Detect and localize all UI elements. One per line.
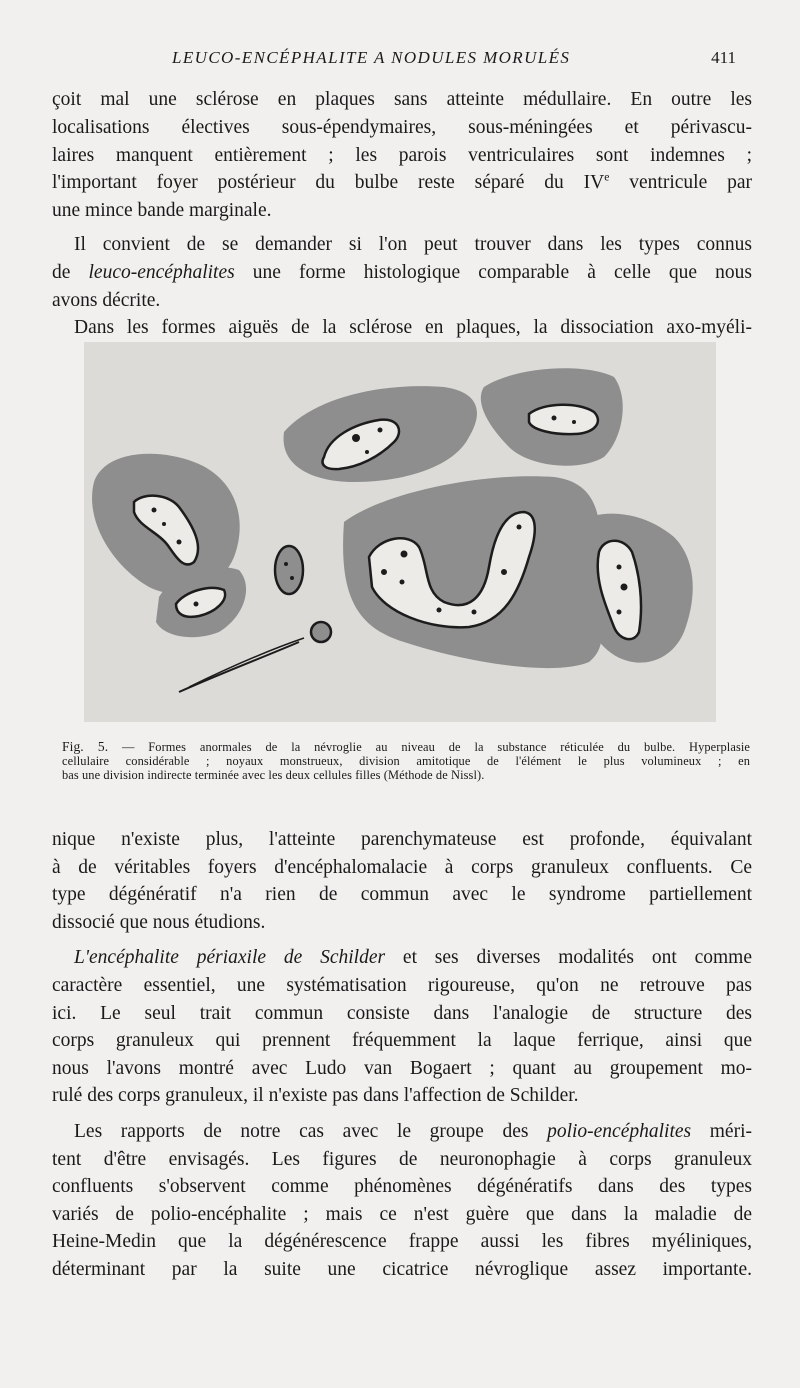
text-line: nique n'existe plus, l'atteinte parenchymateuse est profonde, équivalant: [52, 829, 752, 850]
caption-fragment: — Formes anormales de la névroglie au niveau de la substance réticulée du bulbe. Hyperplasie: [108, 740, 750, 754]
text-line: laires manquent entièrement ; les parois ventriculaires sont indemnes ;: [52, 144, 752, 166]
paragraph-leuco: [52, 231, 752, 314]
nucleolus: [352, 434, 360, 442]
text-line: tent d'être envisagés. Les figures de neuronophagie à corps granuleux: [52, 1148, 752, 1170]
paragraph-schilder: [52, 944, 752, 1110]
chromatin-dot: [552, 416, 557, 421]
chromatin-dot: [152, 508, 157, 513]
text-line: corps granuleux qui prennent fréquemment la laque ferrique, ainsi que: [52, 1030, 752, 1052]
text-fragment: de: [52, 261, 89, 283]
chromatin-dot: [177, 540, 182, 545]
text-line: ici. Le seul trait commun consiste dans l'analogie de structure des: [52, 1002, 752, 1024]
figure-5-illustration: [84, 342, 716, 722]
text-line: avons décrite.: [52, 289, 161, 311]
running-title: LEUCO-ENCÉPHALITE A NODULES MORULÉS: [172, 48, 571, 67]
top-text-block: [52, 86, 752, 342]
text-fragment: et ses diverses modalités ont comme: [385, 947, 752, 969]
paragraph-polio: [52, 1118, 752, 1284]
chromatin-dot: [194, 602, 199, 607]
daughter-cell: [311, 622, 331, 642]
text-line: dissocié que nous étudions.: [52, 911, 266, 933]
text-line: çoit mal une sclérose en plaques sans atteinte médullaire. En outre les: [52, 89, 752, 110]
chromatin-dot: [400, 580, 405, 585]
text-line: variés de polio-encéphalite ; mais ce n'est guère que dans la maladie de: [52, 1203, 752, 1225]
text-line: [52, 944, 752, 972]
paragraph-necrose: [52, 826, 752, 936]
caption-line: bas une division indirecte terminée avec les deux cellules filles (Méthode de Nissl).: [62, 768, 485, 782]
chromatin-dot: [284, 562, 288, 566]
chromatin-dot: [378, 428, 383, 433]
text-line: rulé des corps granuleux, il n'existe pas dans l'affection de Schilder.: [52, 1085, 579, 1107]
page-number: 411: [711, 48, 736, 67]
chromatin-dot: [572, 420, 576, 424]
text-line: Dans les formes aiguës de la sclérose en plaques, la dissociation axo-myéli-: [74, 317, 752, 339]
text-line: à de véritables foyers d'encéphalomalacie à corps granuleux confluents. Ce: [52, 856, 752, 878]
text-line: confluents s'observent comme phénomènes dégénératifs dans des types: [52, 1176, 752, 1198]
text-line: une mince bande marginale.: [52, 200, 272, 222]
chromatin-dot: [290, 576, 294, 580]
paragraph-continuation: [52, 86, 752, 225]
text-fragment: une forme histologique comparable à celle que nous: [234, 261, 752, 283]
chromatin-dot: [437, 608, 442, 613]
caption-line: cellulaire considérable ; noyaux monstrueux, division amitotique de l'élément le plus volumineux ; en: [62, 754, 750, 768]
superscript: e: [604, 170, 610, 184]
nucleolus: [401, 551, 408, 558]
text-line: [52, 259, 752, 287]
chromatin-dot: [381, 569, 387, 575]
neuroglia-drawing: [84, 342, 716, 722]
chromatin-dot: [617, 610, 622, 615]
bottom-text-block: [52, 826, 752, 1284]
italic-term: L'encéphalite périaxile de Schilder: [74, 947, 386, 969]
nucleus-top-right: [529, 405, 598, 434]
text-line: Heine-Medin que la dégénérescence frappe aussi les fibres myéliniques,: [52, 1231, 752, 1253]
italic-term: polio-encéphalites: [547, 1120, 692, 1142]
running-head: [50, 48, 750, 76]
italic-term: leuco-encéphalites: [88, 261, 235, 283]
text-line: localisations électives sous-épendymaires, sous-méningées et périvascu-: [52, 116, 752, 138]
text-line: [52, 169, 752, 197]
caption-line: [62, 740, 750, 754]
text-line: Il convient de se demander si l'on peut trouver dans les types connus: [74, 233, 752, 255]
chromatin-dot: [472, 610, 477, 615]
text-fragment: ventricule par: [609, 172, 752, 194]
text-line: déterminant par la suite une cicatrice névroglique assez importante.: [52, 1258, 752, 1280]
text-fragment: l'important foyer postérieur du bulbe reste séparé du IV: [52, 172, 605, 194]
chromatin-dot: [162, 522, 166, 526]
text-fragment: Les rapports de notre cas avec le groupe des: [74, 1120, 548, 1142]
text-line: type dégénératif n'a rien de commun avec le syndrome partiellement: [52, 884, 752, 906]
text-fragment: méri-: [691, 1120, 752, 1142]
chromatin-dot: [365, 450, 369, 454]
figure-label: Fig. 5.: [62, 740, 109, 754]
text-line: [52, 1118, 752, 1146]
text-line: nous l'avons montré avec Ludo van Bogaert ; quant au groupement mo-: [52, 1057, 752, 1079]
paragraph-sclerose: [52, 314, 752, 342]
small-nucleus: [275, 546, 303, 594]
nucleolus: [621, 584, 628, 591]
text-line: caractère essentiel, une systématisation rigoureuse, qu'on ne retrouve pas: [52, 974, 752, 996]
chromatin-dot: [517, 525, 522, 530]
figure-caption: [62, 740, 750, 782]
chromatin-dot: [501, 569, 507, 575]
chromatin-dot: [617, 565, 622, 570]
